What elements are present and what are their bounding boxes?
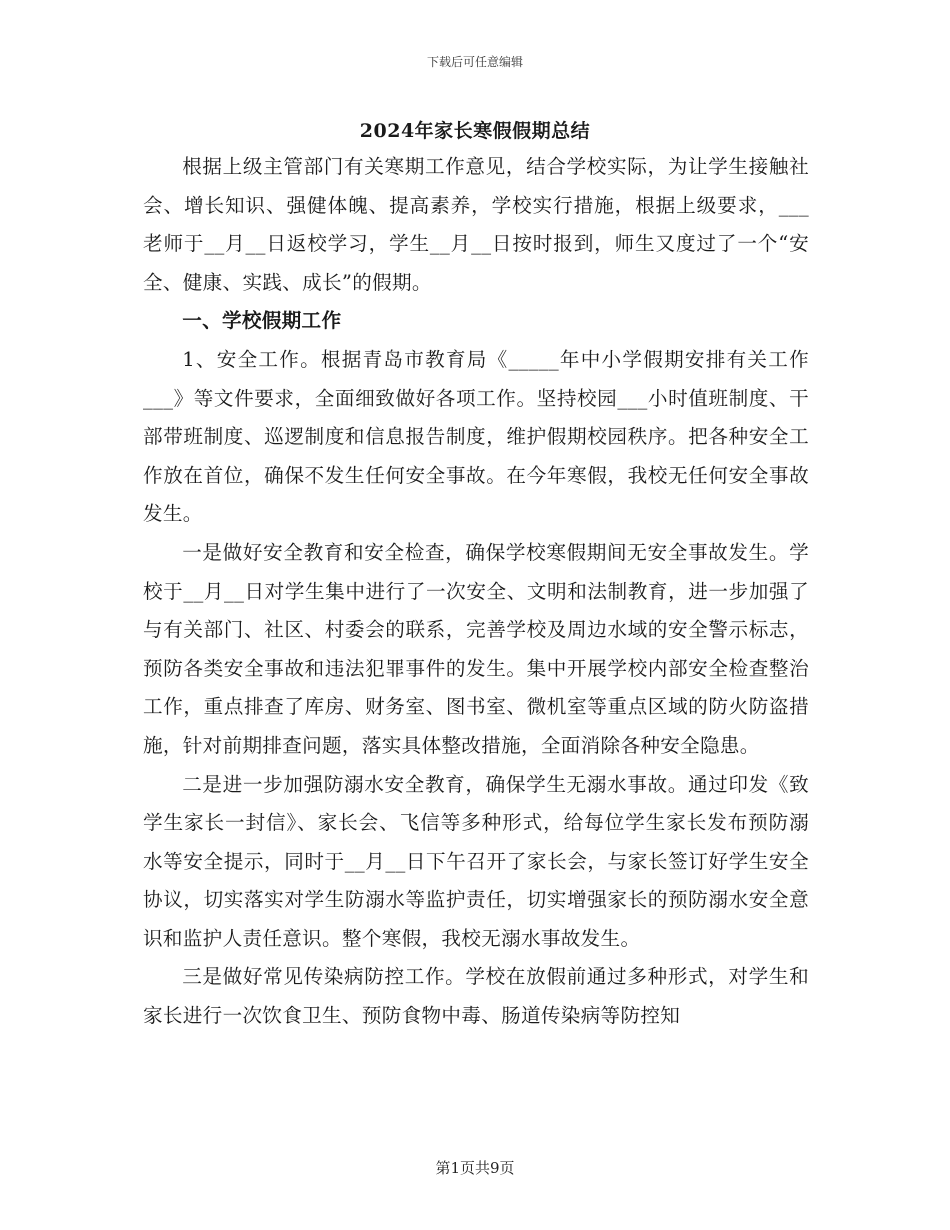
body-paragraph: 二是进一步加强防溺水安全教育，确保学生无溺水事故。通过印发《致学生家长一封信》、家长会、飞信等多种形式，给每位学生家长发布预防溺水等安全提示，同时于__月__日下午召开了家长会，与家长签订好学生安全协议，切实落实对学生防溺水等监护责任，切实增强家长的预防溺水安全意识和监护人责任意识。整个寒假，我校无溺水事故发生。 — [143, 772, 809, 950]
body-paragraph: 三是做好常见传染病防控工作。学校在放假前通过多种形式，对学生和家长进行一次饮食卫生、预防食物中毒、肠道传染病等防控知 — [143, 965, 809, 1028]
page-number: 第1页共9页 — [435, 1159, 515, 1177]
section-heading: 一、学校假期工作 — [182, 309, 342, 333]
body-paragraph: 一是做好安全教育和安全检查，确保学校寒假期间无安全事故发生。学校于__月__日对学生集中进行了一次安全、文明和法制教育，进一步加强了与有关部门、社区、村委会的联系，完善学校及周边水域的安全警示标志，预防各类安全事故和违法犯罪事件的发生。集中开展学校内部安全检查整治工作，重点排查了库房、财务室、图书室、微机室等重点区域的防火防盗措施，针对前期排查问题，落实具体整改措施，全面消除各种安全隐患。 — [143, 540, 809, 757]
body-paragraph: 1、安全工作。根据青岛市教育局《_____年中小学假期安排有关工作___》等文件要求，全面细致做好各项工作。坚持校园___小时值班制度、干部带班制度、巡逻制度和信息报告制度，维护假期校园秩序。把各种安全工作放在首位，确保不发生任何安全事故。在今年寒假，我校无任何安全事故发生。 — [143, 347, 809, 526]
document-title: 2024年家长寒假假期总结 — [359, 120, 591, 142]
intro-paragraph: 根据上级主管部门有关寒期工作意见，结合学校实际，为让学生接触社会、增长知识、强健体魄、提高素养，学校实行措施，根据上级要求，___老师于__月__日返校学习，学生__月__日按时报到，师生又度过了一个“安全、健康、实践、成长”的假期。 — [143, 155, 809, 294]
document-body — [143, 148, 809, 1036]
header-note: 下载后可任意编辑 — [426, 55, 523, 69]
